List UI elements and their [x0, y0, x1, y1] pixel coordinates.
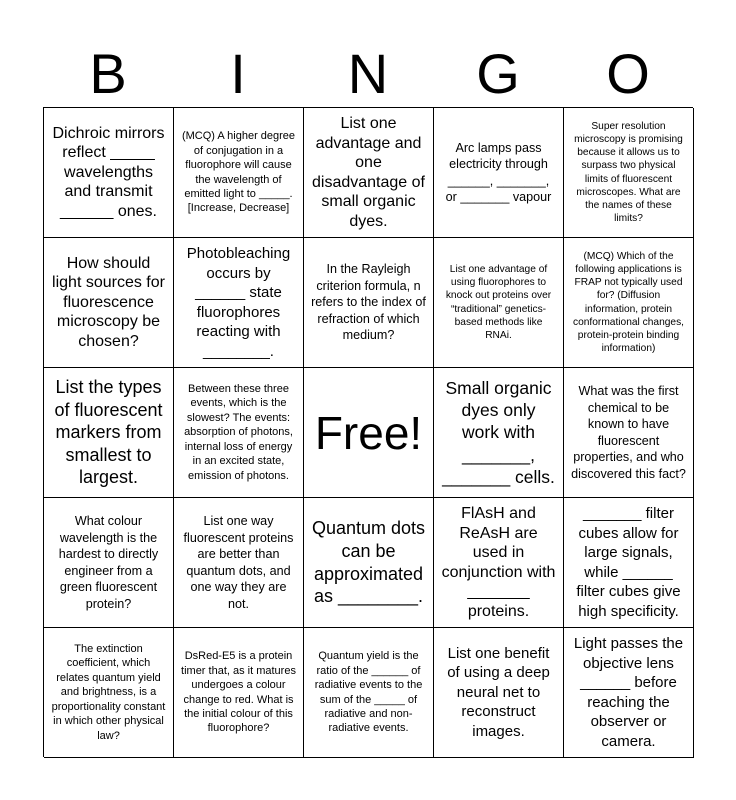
- header-letter-n: N: [347, 42, 389, 105]
- bingo-cell-r2c2: [174, 238, 304, 368]
- bingo-cell-r1c5: [564, 108, 694, 238]
- cell-text: Light passes the objective lens ______ before reaching the observer or camera.: [573, 635, 684, 750]
- bingo-cell-r3c2: [174, 368, 304, 498]
- cell-text: List the types of fluorescent markers from smallest to largest.: [54, 377, 163, 488]
- bingo-cell-r3c5: [564, 368, 694, 498]
- bingo-cell-r4c5: [564, 498, 694, 628]
- bingo-cell-r1c2: [174, 108, 304, 238]
- bingo-cell-r5c4: [434, 628, 564, 758]
- cell-text: How should light sources for fluorescence microscopy be chosen?: [52, 254, 165, 350]
- cell-text: What was the first chemical to be known to have fluorescent properties, and who discovered this fact?: [571, 384, 686, 481]
- bingo-header: [43, 40, 693, 108]
- cell-text: Between these three events, which is the slowest? The events: absorption of photons, internal loss of energy in an excited state, emission of photons.: [184, 383, 293, 482]
- cell-text: (MCQ) Which of the following applications is FRAP not typically used for? (Diffusion information, protein conformational changes, protein-protein binding information): [573, 250, 684, 355]
- bingo-cell-r2c4: [434, 238, 564, 368]
- free-space-label: Free!: [314, 406, 423, 459]
- bingo-cell-r1c1: [44, 108, 174, 238]
- cell-text: Dichroic mirrors reflect _____ wavelengths and transmit ______ ones.: [52, 124, 165, 220]
- header-letter-b: B: [89, 42, 127, 105]
- cell-text: List one advantage of using fluorophores to knock out proteins over “traditional” genetics-based methods like RNAi.: [445, 263, 552, 341]
- bingo-cell-r2c1: [44, 238, 174, 368]
- cell-text: Photobleaching occurs by ______ state fluorophores reacting with ________.: [186, 245, 291, 360]
- bingo-cell-r5c3: [304, 628, 434, 758]
- cell-text: Quantum yield is the ratio of the ______ of radiative events to the sum of the _____ of radiative and non-radiative events.: [314, 650, 423, 735]
- header-letter-o: O: [606, 42, 650, 105]
- cell-text: What colour wavelength is the hardest to directly engineer from a green fluorescent protein?: [58, 514, 159, 611]
- cell-text: In the Rayleigh criterion formula, n refers to the index of refraction of which medium?: [311, 262, 426, 343]
- bingo-cell-r4c1: [44, 498, 174, 628]
- bingo-cell-r4c3: [304, 498, 434, 628]
- cell-text: List one benefit of using a deep neural net to reconstruct images.: [447, 644, 550, 740]
- bingo-grid: [43, 107, 693, 757]
- cell-text: _______ filter cubes allow for large signals, while ______ filter cubes give high specificity.: [576, 505, 681, 620]
- bingo-cell-free: [304, 368, 434, 498]
- cell-text: FlAsH and ReAsH are used in conjunction with _______ proteins.: [441, 505, 556, 620]
- bingo-cell-r3c1: [44, 368, 174, 498]
- cell-text: Small organic dyes only work with _______, _______ cells.: [442, 377, 555, 487]
- bingo-cell-r5c2: [174, 628, 304, 758]
- bingo-cell-r2c3: [304, 238, 434, 368]
- bingo-cell-r5c5: [564, 628, 694, 758]
- cell-text: (MCQ) A higher degree of conjugation in a fluorophore will cause the wavelength of emitted light to _____. [Increase, Decrease]: [181, 130, 296, 215]
- cell-text: Arc lamps pass electricity through ______, _______, or _______ vapour: [445, 140, 552, 204]
- header-letter-g: G: [476, 42, 520, 105]
- bingo-cell-r4c2: [174, 498, 304, 628]
- cell-text: DsRed-E5 is a protein timer that, as it matures undergoes a colour change to red. What is the initial colour of this fluorophore?: [181, 650, 296, 735]
- bingo-cell-r5c1: [44, 628, 174, 758]
- cell-text: The extinction coefficient, which relates quantum yield and brightness, is a proportionality constant in which other physical law?: [51, 643, 166, 742]
- header-letter-i: I: [230, 42, 246, 105]
- bingo-cell-r4c4: [434, 498, 564, 628]
- cell-text: List one way fluorescent proteins are better than quantum dots, and one way they are not.: [183, 514, 294, 611]
- cell-text: Quantum dots can be approximated as ________.: [311, 518, 426, 607]
- bingo-cell-r3c4: [434, 368, 564, 498]
- bingo-cell-r1c3: [304, 108, 434, 238]
- cell-text: Super resolution microscopy is promising because it allows us to surpass two physical limits of fluorescent microscopes. What are the names of these limits?: [574, 120, 683, 225]
- bingo-cell-r2c5: [564, 238, 694, 368]
- cell-text: List one advantage and one disadvantage of small organic dyes.: [312, 115, 425, 230]
- bingo-cell-r1c4: [434, 108, 564, 238]
